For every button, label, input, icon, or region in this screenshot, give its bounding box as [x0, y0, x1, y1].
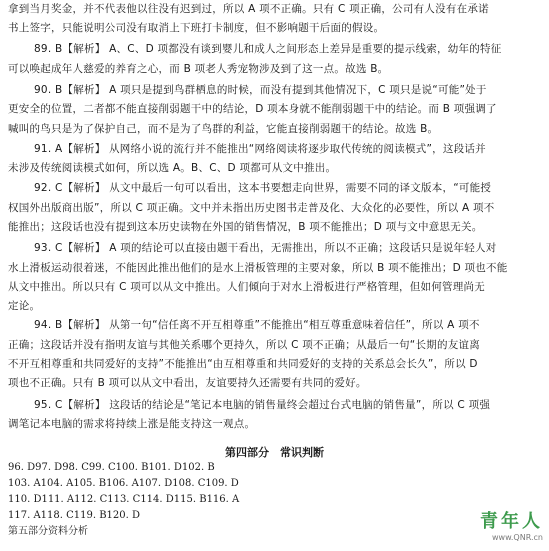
- paragraph-line: 权国外出版商出版”，所以 C 项正确。文中并未指出历史图书走普及化、大众化的必要性，所以 A 项不: [8, 201, 495, 214]
- watermark-logo: [473, 507, 543, 547]
- answer-89-line: 89. B【解析】 A、C、D 项都没有谈到婴儿和成人之间形态上差异是重要的提示线索，幼年的特征: [34, 43, 502, 56]
- watermark-url: www.QNR.cn: [491, 533, 543, 542]
- answer-key-row: 96. D97. D98. C99. C100. B101. D102. B: [8, 462, 215, 473]
- paragraph-line: 喊叫的鸟只是为了保护自己，而不是为了鸟群的利益，它能直接削弱题干的结论。故选 B。: [8, 122, 439, 135]
- watermark-brand: 青年人: [480, 511, 543, 532]
- paragraph-line: 可以唤起成年人慈爱的养育之心，而 B 项老人秀宠物涉及到了这一点。故选 B。: [8, 62, 389, 75]
- section-title: 第四部分 常识判断: [225, 446, 324, 459]
- paragraph-line: 项也不正确。只有 B 项可以从文中看出，友谊要持久还需要有共同的爱好。: [8, 377, 367, 390]
- paragraph-line: 从文中推出。所以只有 C 项可以从文中推出。人们倾向于对水上滑板进行严格管理，但如何管理尚无: [8, 280, 486, 293]
- answer-95-line: 95. C【解析】 这段话的结论是“笔记本电脑的销售量终会超过台式电脑的销售量”，所以 C 项强: [34, 398, 491, 411]
- paragraph-line: 水上滑板运动很着迷，不能因此推出他们的是水上滑板管理的主要对象，所以 B 项不能推出；D 项也不能: [8, 261, 508, 274]
- answer-92-line: 92. C【解析】 从文中最后一句可以看出，这本书要想走向世界，需要不同的译文版本，“可能授: [34, 182, 492, 195]
- next-section-title: 第五部分资料分析: [8, 526, 88, 537]
- answer-key-row: 110. D111. A112. C113. C114. D115. B116. A: [8, 494, 240, 505]
- answer-93-line: 93. C【解析】 A 项的结论可以直接由题干看出，无需推出，所以不正确；这段话只是说年轻人对: [34, 242, 497, 255]
- paragraph-line: 正确；这段话并没有指明友谊与其他关系哪个更持久，所以 C 项不正确；从最后一句“长期的友谊离: [8, 338, 480, 351]
- paragraph-line: 拿到当月奖金，并不代表他以往没有迟到过，所以 A 项不正确。只有 C 项正确，公司有人没有在承诺: [8, 2, 489, 15]
- paragraph-line: 能推出；这段话也没有提到这本历史读物在外国的销售情况，B 项不能推出；D 项与文中意思无关。: [8, 221, 483, 234]
- paragraph-line: 未涉及传统阅读模式如何，所以选 A。B、C、D 项都可从文中推出。: [8, 162, 337, 175]
- answer-key-row: 103. A104. A105. B106. A107. D108. C109. D: [8, 478, 239, 489]
- paragraph-line: 定论。: [8, 300, 41, 313]
- paragraph-line: 调笔记本电脑的需求将持续上涨是能支持这一观点。: [8, 417, 256, 430]
- answer-90-line: 90. B【解析】 A 项只是提到鸟群栖息的时候，而没有提到其他情况下，C 项只是说“可能”处于: [34, 83, 487, 96]
- paragraph-line: 不开互相尊重和共同爱好的支持”不能推出“由互相尊重和共同爱好的支持的关系总会长久”，所以 D: [8, 358, 478, 371]
- answer-94-line: 94. B【解析】 从第一句“信任离不开互相尊重”不能推出“相互尊重意味着信任”，所以 A 项不: [34, 319, 480, 332]
- answer-91-line: 91. A【解析】 从网络小说的流行并不能推出“网络阅读将逐步取代传统的阅读模式”，这段话并: [34, 142, 486, 155]
- answer-key-row: 117. A118. C119. B120. D: [8, 510, 141, 521]
- paragraph-line: 更安全的位置，二者都不能直接削弱题干中的结论，D 项本身就不能削弱题干中的结论。而 B 项强调了: [8, 103, 497, 116]
- paragraph-line: 书上签字，只能说明公司没有取消上下班打卡制度，但不影响题干后面的假设。: [8, 22, 385, 35]
